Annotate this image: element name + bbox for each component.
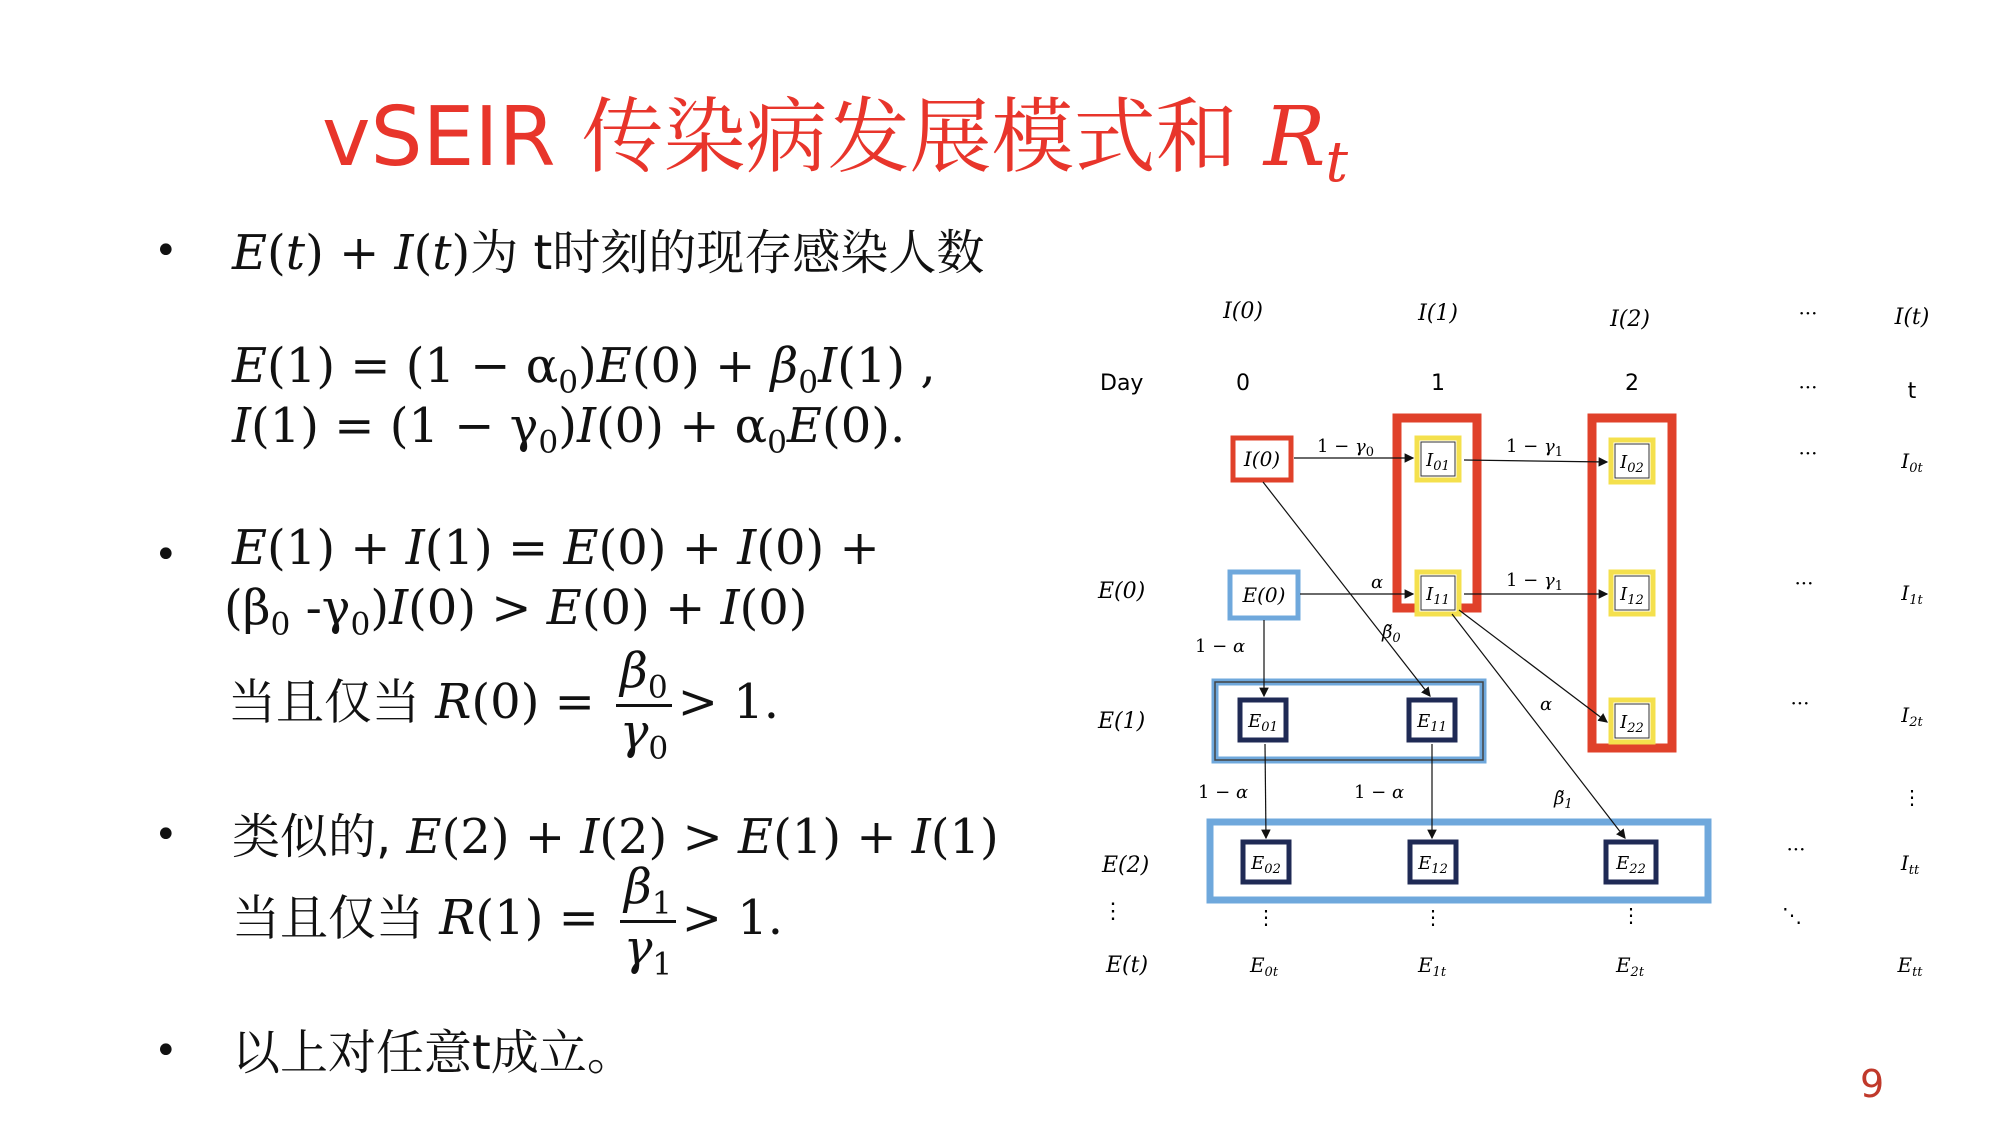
label-e0t: $E_{0t}$ — [1249, 953, 1279, 980]
flow-arrows — [1263, 458, 1625, 838]
iff-text-1: 当且仅当 — [228, 674, 421, 731]
label-i0t: $I_{0t}$ — [1901, 449, 1923, 476]
svg-text:I01: $I_{01}$ — [1426, 450, 1450, 474]
label-i1t: $I_{1t}$ — [1901, 581, 1923, 608]
node-e0-label: E(0) — [1242, 583, 1286, 607]
day-ellipsis: ··· — [1798, 375, 1818, 399]
day-0: 0 — [1236, 371, 1250, 396]
svg-text:I11: $I_{11}$ — [1426, 584, 1450, 608]
title-rt: $R_t$ — [1263, 90, 1348, 195]
day-1: 1 — [1431, 371, 1445, 396]
vdots-col-0: ⋮ — [1256, 905, 1276, 929]
bullet-3-line-1: 类似的, E(2) + I(2) > E(1) + I(1) — [232, 809, 999, 865]
ellipsis-row-4: ··· — [1786, 837, 1806, 861]
node-i01 — [1417, 438, 1459, 480]
row-vdots: ⋮ — [1102, 899, 1124, 924]
row-label-e0: E(0) — [1098, 579, 1146, 604]
label-alpha-2: α — [1540, 694, 1553, 715]
row-label-e2: E(2) — [1102, 853, 1150, 878]
title-prefix: vSEIR 传染病发展模式和 — [322, 90, 1264, 185]
node-i02 — [1611, 440, 1653, 482]
ellipsis-row-1: ··· — [1798, 441, 1818, 465]
top-label-i0: I(0) — [1223, 299, 1263, 324]
bullet-3-line-2: 当且仅当 R(1) = $\frac{\beta_1}{\gamma_1}$ > 1. — [232, 859, 784, 983]
ellipsis-row-2: ··· — [1794, 571, 1814, 595]
top-label-it: I(t) — [1894, 305, 1930, 330]
iff-text-2: 当且仅当 — [232, 890, 425, 947]
label-alpha-1: α — [1371, 572, 1384, 593]
bullet-2-line-2: ($\beta_0$ $-\gamma_0)I(0) > E(0) + I(0)$ — [224, 580, 808, 643]
svg-text:I22: $I_{22}$ — [1620, 712, 1644, 736]
fraction-r0: $\frac{\beta_0}{\gamma_0}$ — [616, 646, 672, 766]
node-i12 — [1611, 572, 1653, 614]
day-t: t — [1907, 379, 1917, 404]
svg-text:E02: $E_{02}$ — [1251, 853, 1281, 877]
bullet-1-text: E(t) + I(t)为 t时刻的现存感染人数 — [232, 225, 985, 281]
node-e22 — [1606, 842, 1656, 882]
label-itt: $I_{tt}$ — [1900, 851, 1920, 878]
label-1-gamma0: $1 - \gamma_0$ — [1317, 436, 1375, 460]
label-1-gamma1-a: $1 - \gamma_1$ — [1506, 436, 1564, 460]
top-label-i1: I(1) — [1418, 301, 1458, 326]
svg-text:E12: $E_{12}$ — [1418, 853, 1448, 877]
top-label-i2: I(2) — [1610, 307, 1650, 332]
row-label-et: E(t) — [1106, 953, 1149, 978]
label-1-alpha-1: 1 − α — [1195, 636, 1246, 657]
label-ett: $E_{tt}$ — [1897, 953, 1923, 980]
similarly-text: 类似的, — [232, 809, 407, 865]
day-label: Day — [1100, 371, 1144, 396]
svg-text:E11: $E_{11}$ — [1417, 711, 1447, 735]
equation-e1: $E(1) = (1 - \alpha_0)E(0) + \beta_0I(1)$ , — [232, 338, 936, 401]
ddots: ⋱ — [1782, 903, 1802, 927]
node-i0-label: I(0) — [1243, 447, 1281, 471]
ellipsis-row-3: ··· — [1790, 691, 1810, 715]
node-e11 — [1409, 700, 1455, 740]
svg-text:E01: $E_{01}$ — [1248, 711, 1278, 735]
bullet-4: • — [154, 1028, 178, 1074]
bullet-1: • — [154, 228, 178, 274]
label-1-alpha-3: 1 − α — [1354, 782, 1405, 803]
bullet-2-line-3: 当且仅当 R(0) = $\frac{\beta_0}{\gamma_0}$ > 1. — [228, 643, 780, 767]
top-ellipsis: ··· — [1798, 301, 1818, 325]
bullet-3: • — [154, 812, 178, 858]
bullet-2-line-1: E(1) + I(1) = E(0) + I(0) + — [232, 520, 880, 576]
page-number: 9 — [1860, 1062, 1885, 1106]
node-i22 — [1611, 700, 1653, 742]
bullet-2: • — [154, 532, 178, 578]
node-i11 — [1417, 572, 1459, 614]
equation-i1: $I(1) = (1 - \gamma_0)I(0) + \alpha_0E(0)$. — [232, 398, 906, 461]
bullet-4-text: 以上对任意t成立。 — [232, 1025, 635, 1081]
label-beta0: $\betã_0$ — [1382, 622, 1401, 646]
vdots-right: ⋮ — [1902, 785, 1922, 809]
slide-title — [322, 72, 1348, 195]
label-1-alpha-2: 1 − α — [1198, 782, 1249, 803]
label-e2t: $E_{2t}$ — [1615, 953, 1645, 980]
label-1-gamma1-b: $1 - \gamma_1$ — [1506, 570, 1564, 594]
svg-text:I02: $I_{02}$ — [1620, 452, 1644, 476]
node-e01 — [1240, 700, 1286, 740]
label-e1t: $E_{1t}$ — [1417, 953, 1447, 980]
bullet-1-caption: 为 t时刻的现存感染人数 — [470, 225, 985, 281]
node-e12 — [1410, 842, 1456, 882]
svg-text:I12: $I_{12}$ — [1620, 584, 1644, 608]
svg-text:E22: $E_{22}$ — [1616, 853, 1646, 877]
label-i2t: $I_{2t}$ — [1901, 703, 1923, 730]
node-e02 — [1243, 842, 1289, 882]
fraction-r1: $\frac{\beta_1}{\gamma_1}$ — [620, 862, 676, 982]
vdots-col-1: ⋮ — [1423, 905, 1443, 929]
vdots-col-2: ⋮ — [1621, 903, 1641, 927]
label-beta1: $\betã_1$ — [1554, 788, 1573, 812]
day-2: 2 — [1625, 371, 1639, 396]
seir-flow-diagram — [1080, 290, 1960, 1010]
row-label-e1: E(1) — [1098, 709, 1146, 734]
